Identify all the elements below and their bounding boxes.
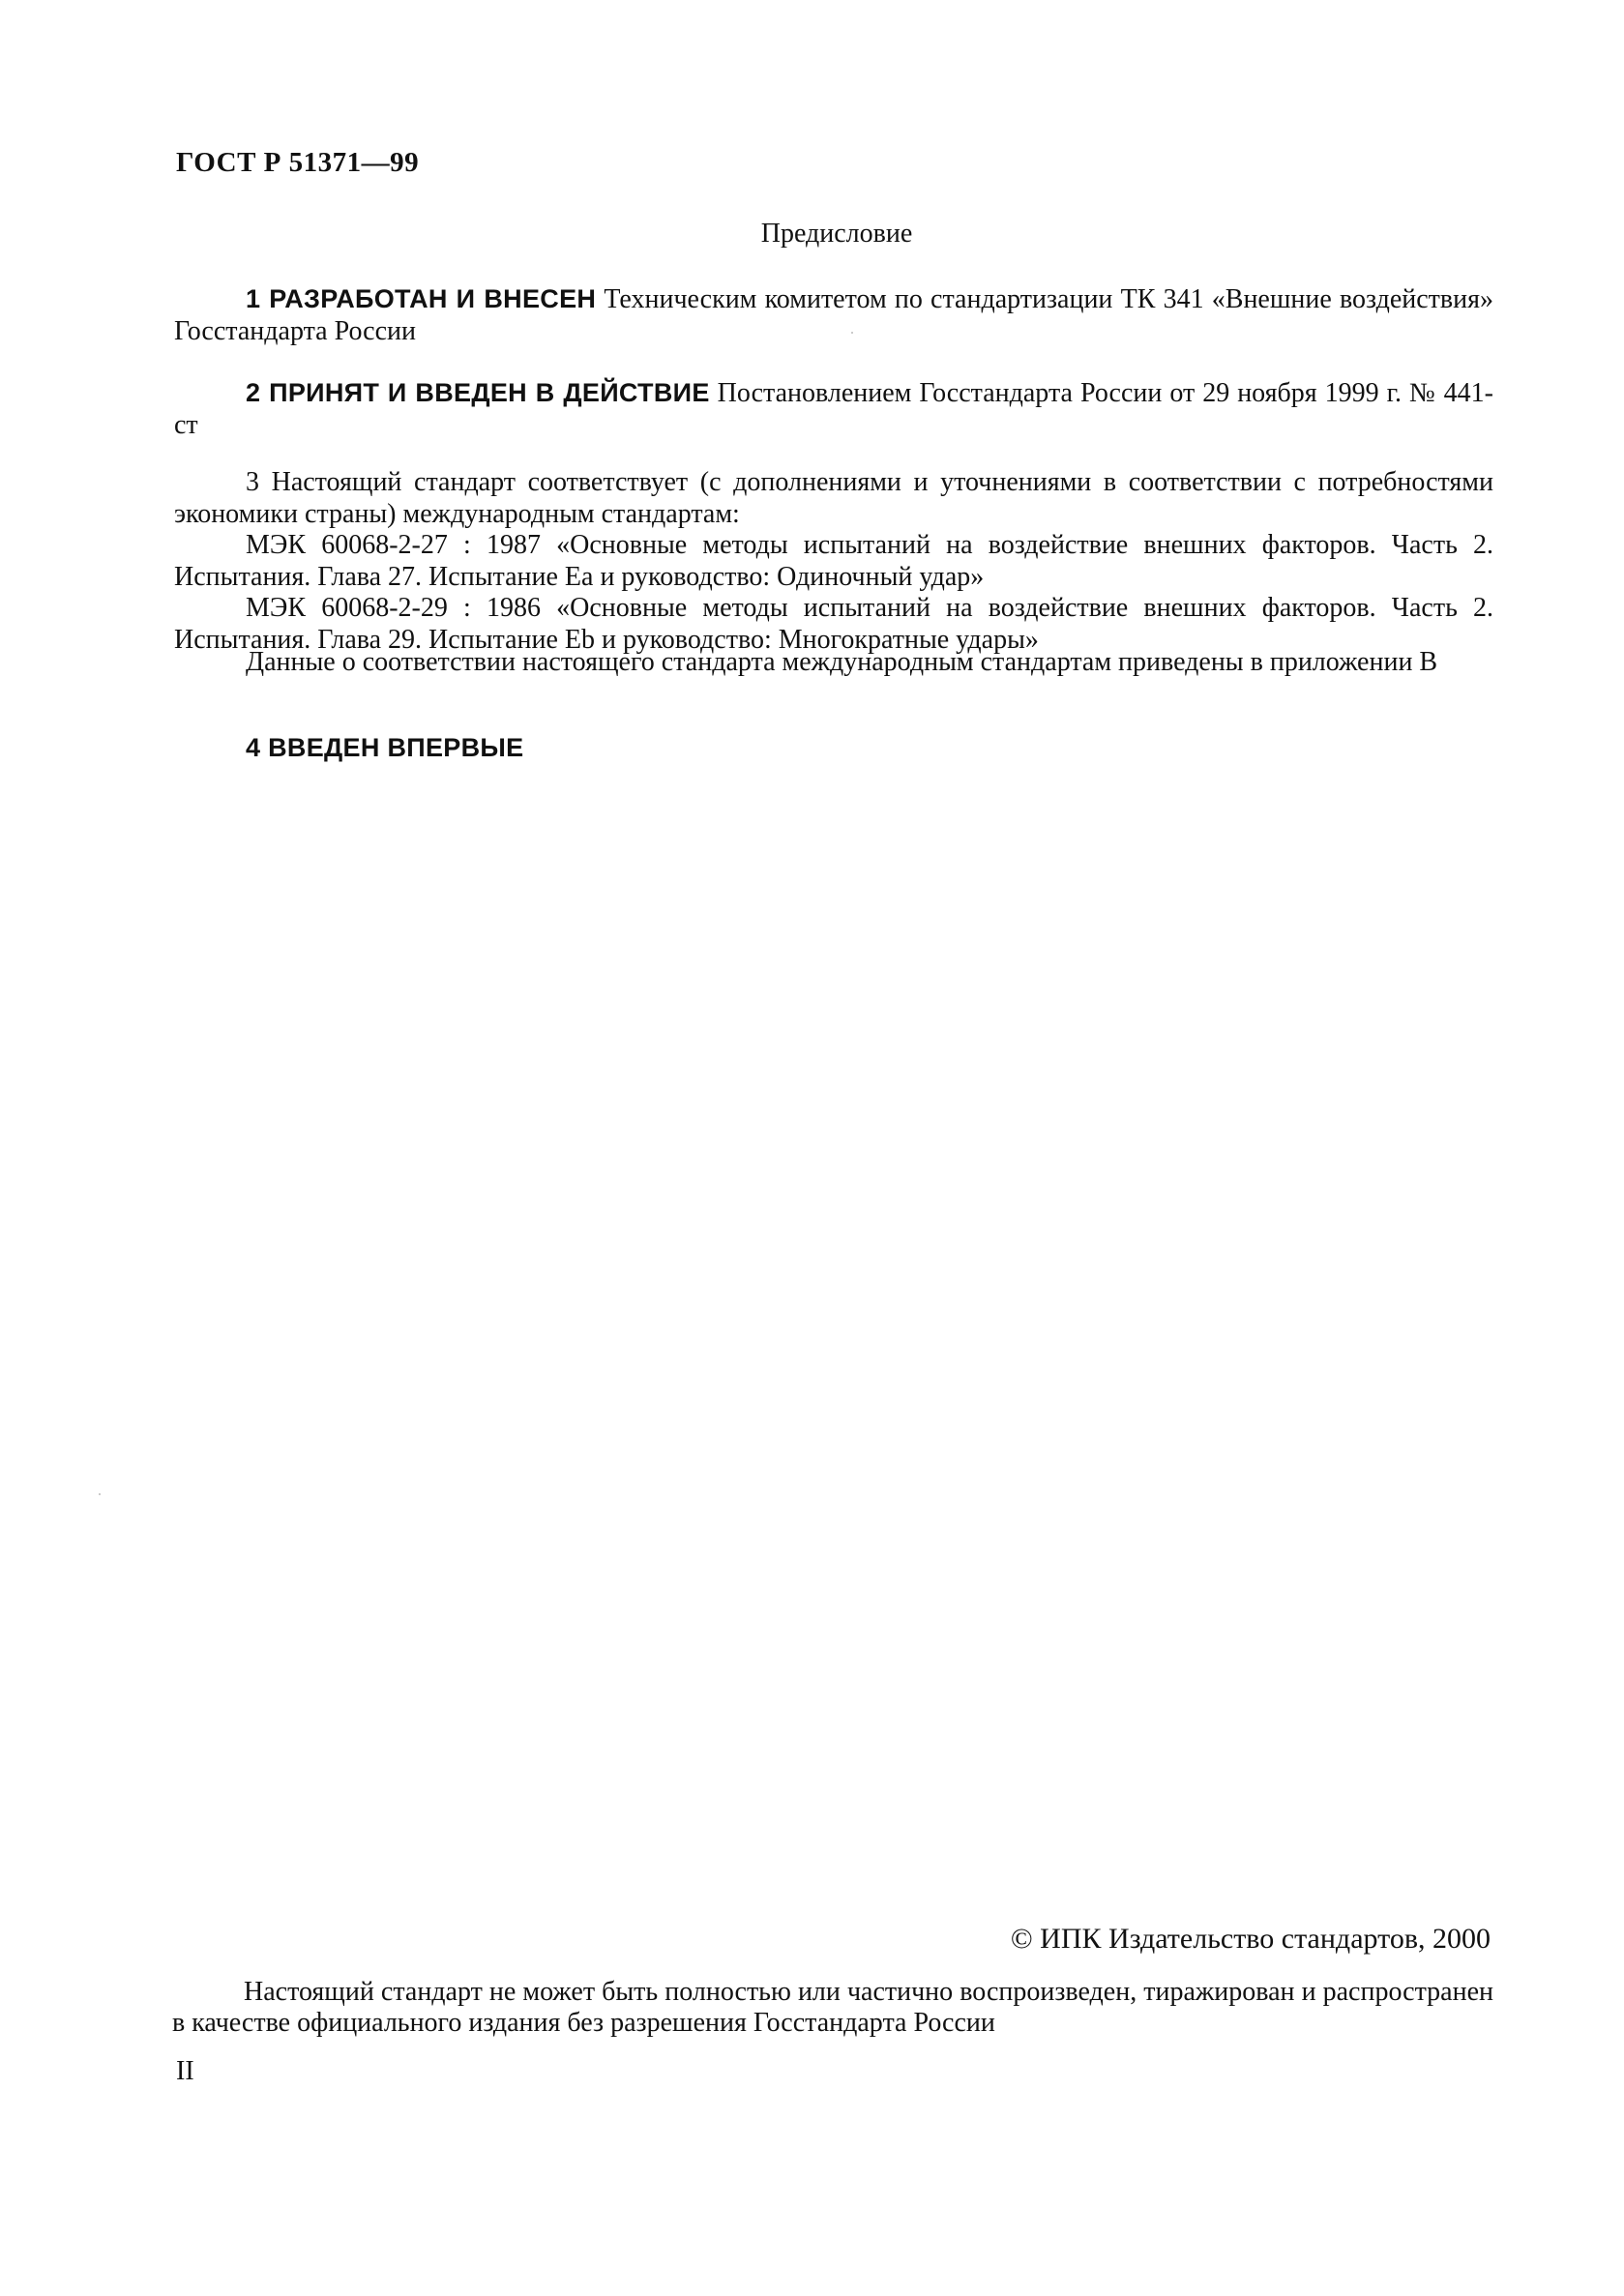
reference-iec-60068-2-29: МЭК 60068-2-29 : 1986 «Основные методы испытаний на воздействие внешних факторов. Часть 2. Испытания. Глава 29. Испытание Eb и руководство: Многократные удары»	[174, 593, 1493, 655]
reference-iec-60068-2-27: МЭК 60068-2-27 : 1987 «Основные методы испытаний на воздействие внешних факторов. Часть 2. Испытания. Глава 27. Испытание Еа и руководство: Одиночный удар»	[174, 530, 1493, 592]
scan-speck	[851, 332, 853, 334]
foreword-item-2-lead: 2 ПРИНЯТ И ВВЕДЕН В ДЕЙСТВИЕ	[246, 378, 710, 407]
copyright-line: © ИПК Издательство стандартов, 2000	[1010, 1923, 1491, 1955]
section-title: Предисловие	[760, 219, 913, 249]
foreword-item-2-text: Постановлением Госстандарта России от 29 ноября 1999 г. № 441-ст	[174, 378, 1493, 440]
foreword-item-2	[174, 377, 1493, 441]
foreword-item-1	[174, 283, 1493, 347]
foreword-item-4	[174, 732, 1493, 764]
foreword-item-4-lead: 4 ВВЕДЕН ВПЕРВЫЕ	[246, 733, 524, 762]
reproduction-notice: Настоящий стандарт не может быть полностью или частично воспроизведен, тиражирован и распространен в качестве официального издания без разрешения Госстандарта России	[172, 1977, 1493, 2038]
foreword-item-1-text: Техническим комитетом по стандартизации ТК 341 «Внешние воздействия» Госстандарта России	[174, 284, 1493, 346]
foreword-item-3: 3 Настоящий стандарт соответствует (с дополнениями и уточнениями в соответствии с потребностями экономики страны) международным стандартам:	[174, 467, 1493, 529]
foreword-item-1-lead: 1 РАЗРАБОТАН И ВНЕСЕН	[246, 284, 597, 313]
scan-speck	[99, 1493, 101, 1495]
document-code: ГОСТ Р 51371—99	[176, 147, 420, 178]
correspondence-note: Данные о соответствии настоящего стандарта международным стандартам приведены в приложении В	[246, 647, 1438, 677]
page-number: II	[176, 2056, 194, 2086]
